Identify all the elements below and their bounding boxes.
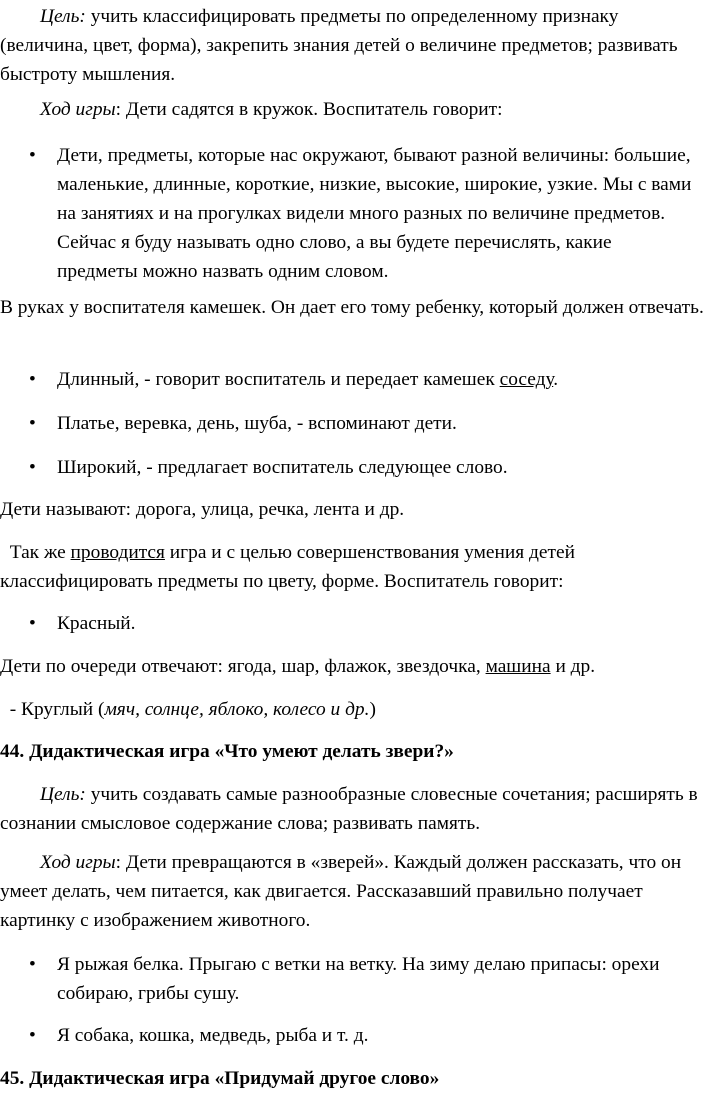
goal-text: учить классифицировать предметы по определенному признаку (величина, цвет, форма), закрепить знания детей о величине предметов; развивать быстроту мышления.: [0, 6, 678, 85]
goal-paragraph: [0, 780, 704, 838]
paragraph: Дети называют: дорога, улица, речка, лента и др.: [0, 499, 405, 520]
bullet-text: Дети, предметы, которые нас окружают, бывают разной величины: большие, маленькие, длинные, короткие, низкие, высокие, широкие, узкие. Мы с вами на занятиях и на прогулках видели много разных по величине предметов. Сейчас я буду называть одно слово, а вы будете перечислять, какие предметы можно назвать одним словом.: [57, 145, 692, 282]
procedure-text: : Дети садятся в кружок. Воспитатель говорит:: [115, 99, 503, 120]
procedure-label: Ход игры: [40, 99, 116, 120]
section-heading: 45. Дидактическая игра «Придумай другое слово»: [0, 1068, 440, 1089]
paragraph: Так же проводится игра и с целью совершенствования умения детей классифицировать предметы по цвету, форме. Воспитатель говорит:: [0, 542, 580, 592]
bullet-icon: [29, 609, 43, 638]
paragraph: - Круглый (мяч, солнце, яблоко, колесо и др.): [0, 699, 376, 720]
goal-text: учить создавать самые разнообразные словесные сочетания; расширять в сознании смысловое содержание слова; развивать память.: [0, 784, 698, 834]
bullet-text: Широкий, - предлагает воспитатель следующее слово.: [57, 457, 508, 478]
game-procedure-paragraph: [0, 95, 704, 124]
procedure-text: : Дети превращаются в «зверей». Каждый должен рассказать, что он умеет делать, чем питается, как двигается. Рассказавший правильно получает картинку с изображением животного.: [0, 852, 682, 931]
underlined-word: проводится: [70, 542, 165, 563]
bullet-icon: [29, 141, 43, 170]
procedure-label: Ход игры: [40, 852, 116, 873]
game-procedure-paragraph: [0, 848, 704, 935]
bullet-icon: [29, 950, 43, 979]
bullet-icon: [29, 453, 43, 482]
bullet-icon: [29, 365, 43, 394]
italic-examples: мяч, солнце, яблоко, колесо и др.: [104, 699, 370, 720]
bullet-text: Я рыжая белка. Прыгаю с ветки на ветку. На зиму делаю припасы: орехи собираю, грибы сушу.: [57, 954, 660, 1004]
bullet-text: Платье, веревка, день, шуба, - вспоминают дети.: [57, 413, 457, 434]
bullet-text: Длинный, - говорит воспитатель и передает камешек соседу.: [57, 369, 559, 390]
underlined-word: соседу: [499, 369, 554, 390]
goal-paragraph: [0, 2, 704, 89]
bullet-text: Красный.: [57, 613, 136, 634]
bullet-text: Я собака, кошка, медведь, рыба и т. д.: [57, 1025, 369, 1046]
bullet-icon: [29, 1021, 43, 1050]
bullet-icon: [29, 409, 43, 438]
section-heading: 44. Дидактическая игра «Что умеют делать звери?»: [0, 741, 454, 762]
paragraph: Дети по очереди отвечают: ягода, шар, флажок, звездочка, машина и др.: [0, 656, 596, 677]
underlined-word: машина: [485, 656, 551, 677]
goal-label: Цель:: [40, 784, 86, 805]
paragraph: В руках у воспитателя камешек. Он дает его тому ребенку, который должен отвечать.: [0, 297, 704, 318]
goal-label: Цель:: [40, 6, 86, 27]
